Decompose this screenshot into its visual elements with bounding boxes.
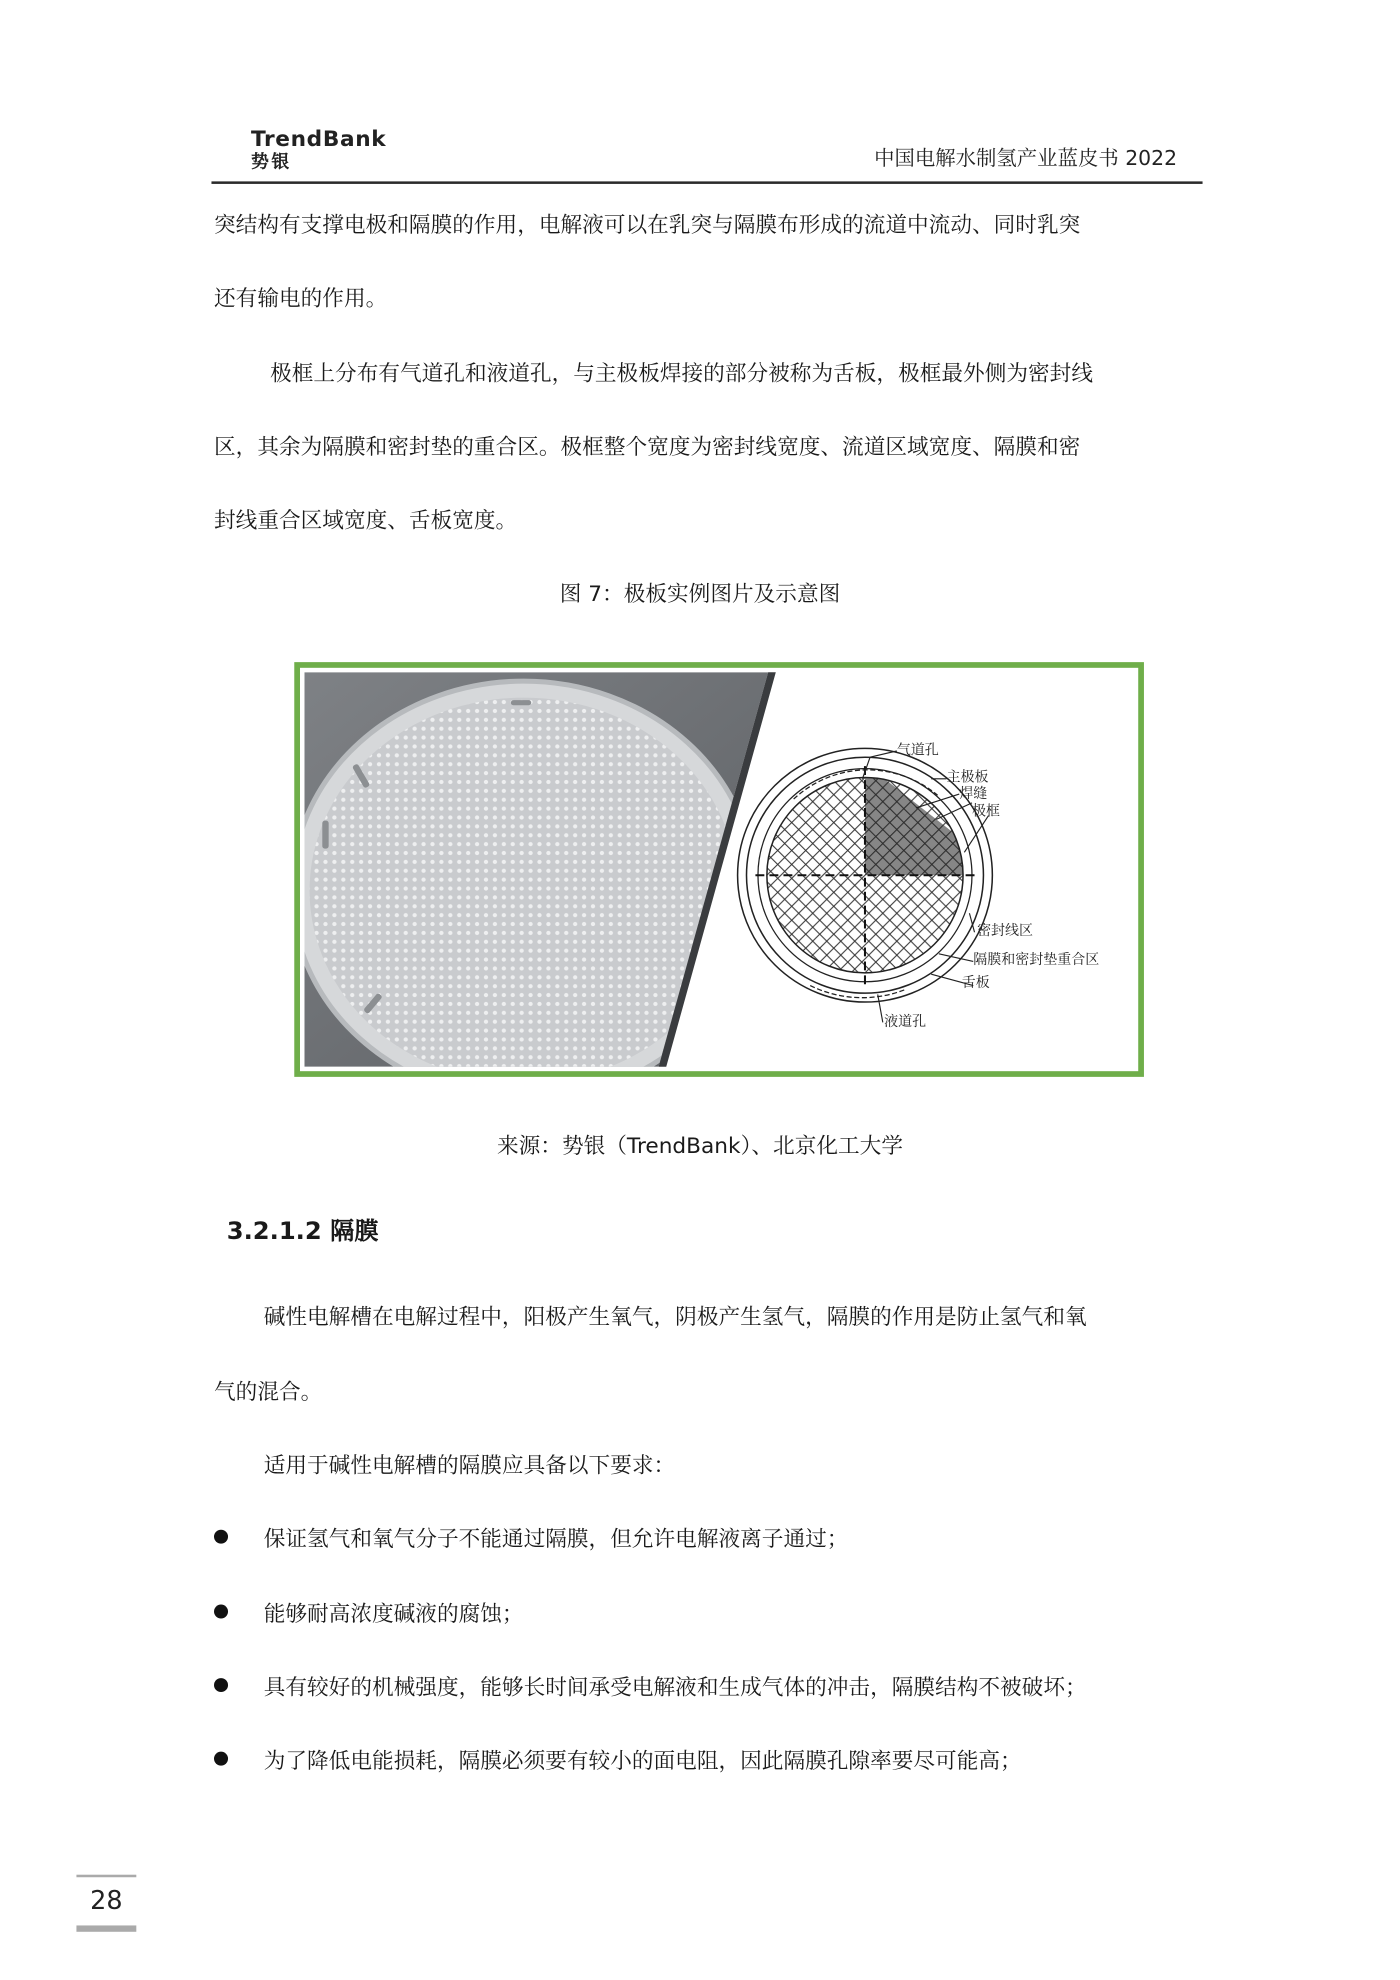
figure-caption: 图 7：极板实例图片及示意图 <box>559 582 841 608</box>
label-seal-zone: 密封线区 <box>977 922 1034 939</box>
trendbank-logo <box>251 127 386 174</box>
body-paragraph-line: 区，其余为隔膜和密封垫的重合区。极框整个宽度为密封线宽度、流道区域宽度、隔膜和密 <box>214 435 1081 461</box>
label-liquid-hole: 液道孔 <box>884 1014 927 1031</box>
label-frame: 极框 <box>971 803 1000 820</box>
figure-source: 来源：势银（TrendBank）、北京化工大学 <box>496 1133 904 1160</box>
list-item-text: 能够耐高浓度碱液的腐蚀； <box>263 1602 524 1628</box>
body-paragraph-line: 碱性电解槽在电解过程中，阳极产生氧气，阴极产生氢气，隔膜的作用是防止氢气和氧 <box>263 1305 1087 1331</box>
electrode-plate-figure <box>294 662 1144 1077</box>
list-item-text: 具有较好的机械强度，能够长时间承受电解液和生成气体的冲击，隔膜结构不被破坏； <box>263 1675 1087 1701</box>
bullet-icon <box>214 1678 228 1692</box>
page-number: 28 <box>90 1884 123 1916</box>
body-paragraph-line: 气的混合。 <box>214 1380 323 1406</box>
header-title: 中国电解水制氢产业蓝皮书 2022 <box>874 145 1178 170</box>
body-paragraph-line: 封线重合区域宽度、舌板宽度。 <box>214 508 518 535</box>
body-paragraph-line: 适用于碱性电解槽的隔膜应具备以下要求： <box>263 1453 676 1479</box>
logo-text-en: TrendBank <box>250 126 387 153</box>
list-item-text: 为了降低电能损耗，隔膜必须要有较小的面电阻，因此隔膜孔隙率要尽可能高； <box>263 1749 1022 1775</box>
label-weld: 焊缝 <box>959 785 988 802</box>
body-paragraph-line: 极框上分布有气道孔和液道孔，与主极板焊接的部分被称为舌板，极框最外侧为密封线 <box>270 361 1093 387</box>
page-number-bar <box>76 1925 136 1931</box>
section-heading: 3.2.1.2 隔膜 <box>226 1217 379 1246</box>
page-number-rule <box>76 1875 136 1878</box>
bullet-icon <box>214 1605 228 1619</box>
label-gas-hole: 气道孔 <box>896 742 939 759</box>
bullet-icon <box>214 1752 228 1766</box>
bullet-icon <box>214 1530 228 1544</box>
label-tongue: 舌板 <box>961 974 990 991</box>
label-overlap-zone: 隔膜和密封垫重合区 <box>973 952 1100 968</box>
logo-text-cn: 势银 <box>250 152 292 173</box>
body-paragraph-line: 还有输电的作用。 <box>214 286 388 313</box>
header-divider <box>211 181 1202 184</box>
list-item-text: 保证氢气和氧气分子不能通过隔膜，但允许电解液离子通过； <box>263 1527 849 1553</box>
body-paragraph-line: 突结构有支撑电极和隔膜的作用，电解液可以在乳突与隔膜布形成的流道中流动、同时乳突 <box>214 213 1081 239</box>
label-main-plate: 主极板 <box>946 769 989 786</box>
